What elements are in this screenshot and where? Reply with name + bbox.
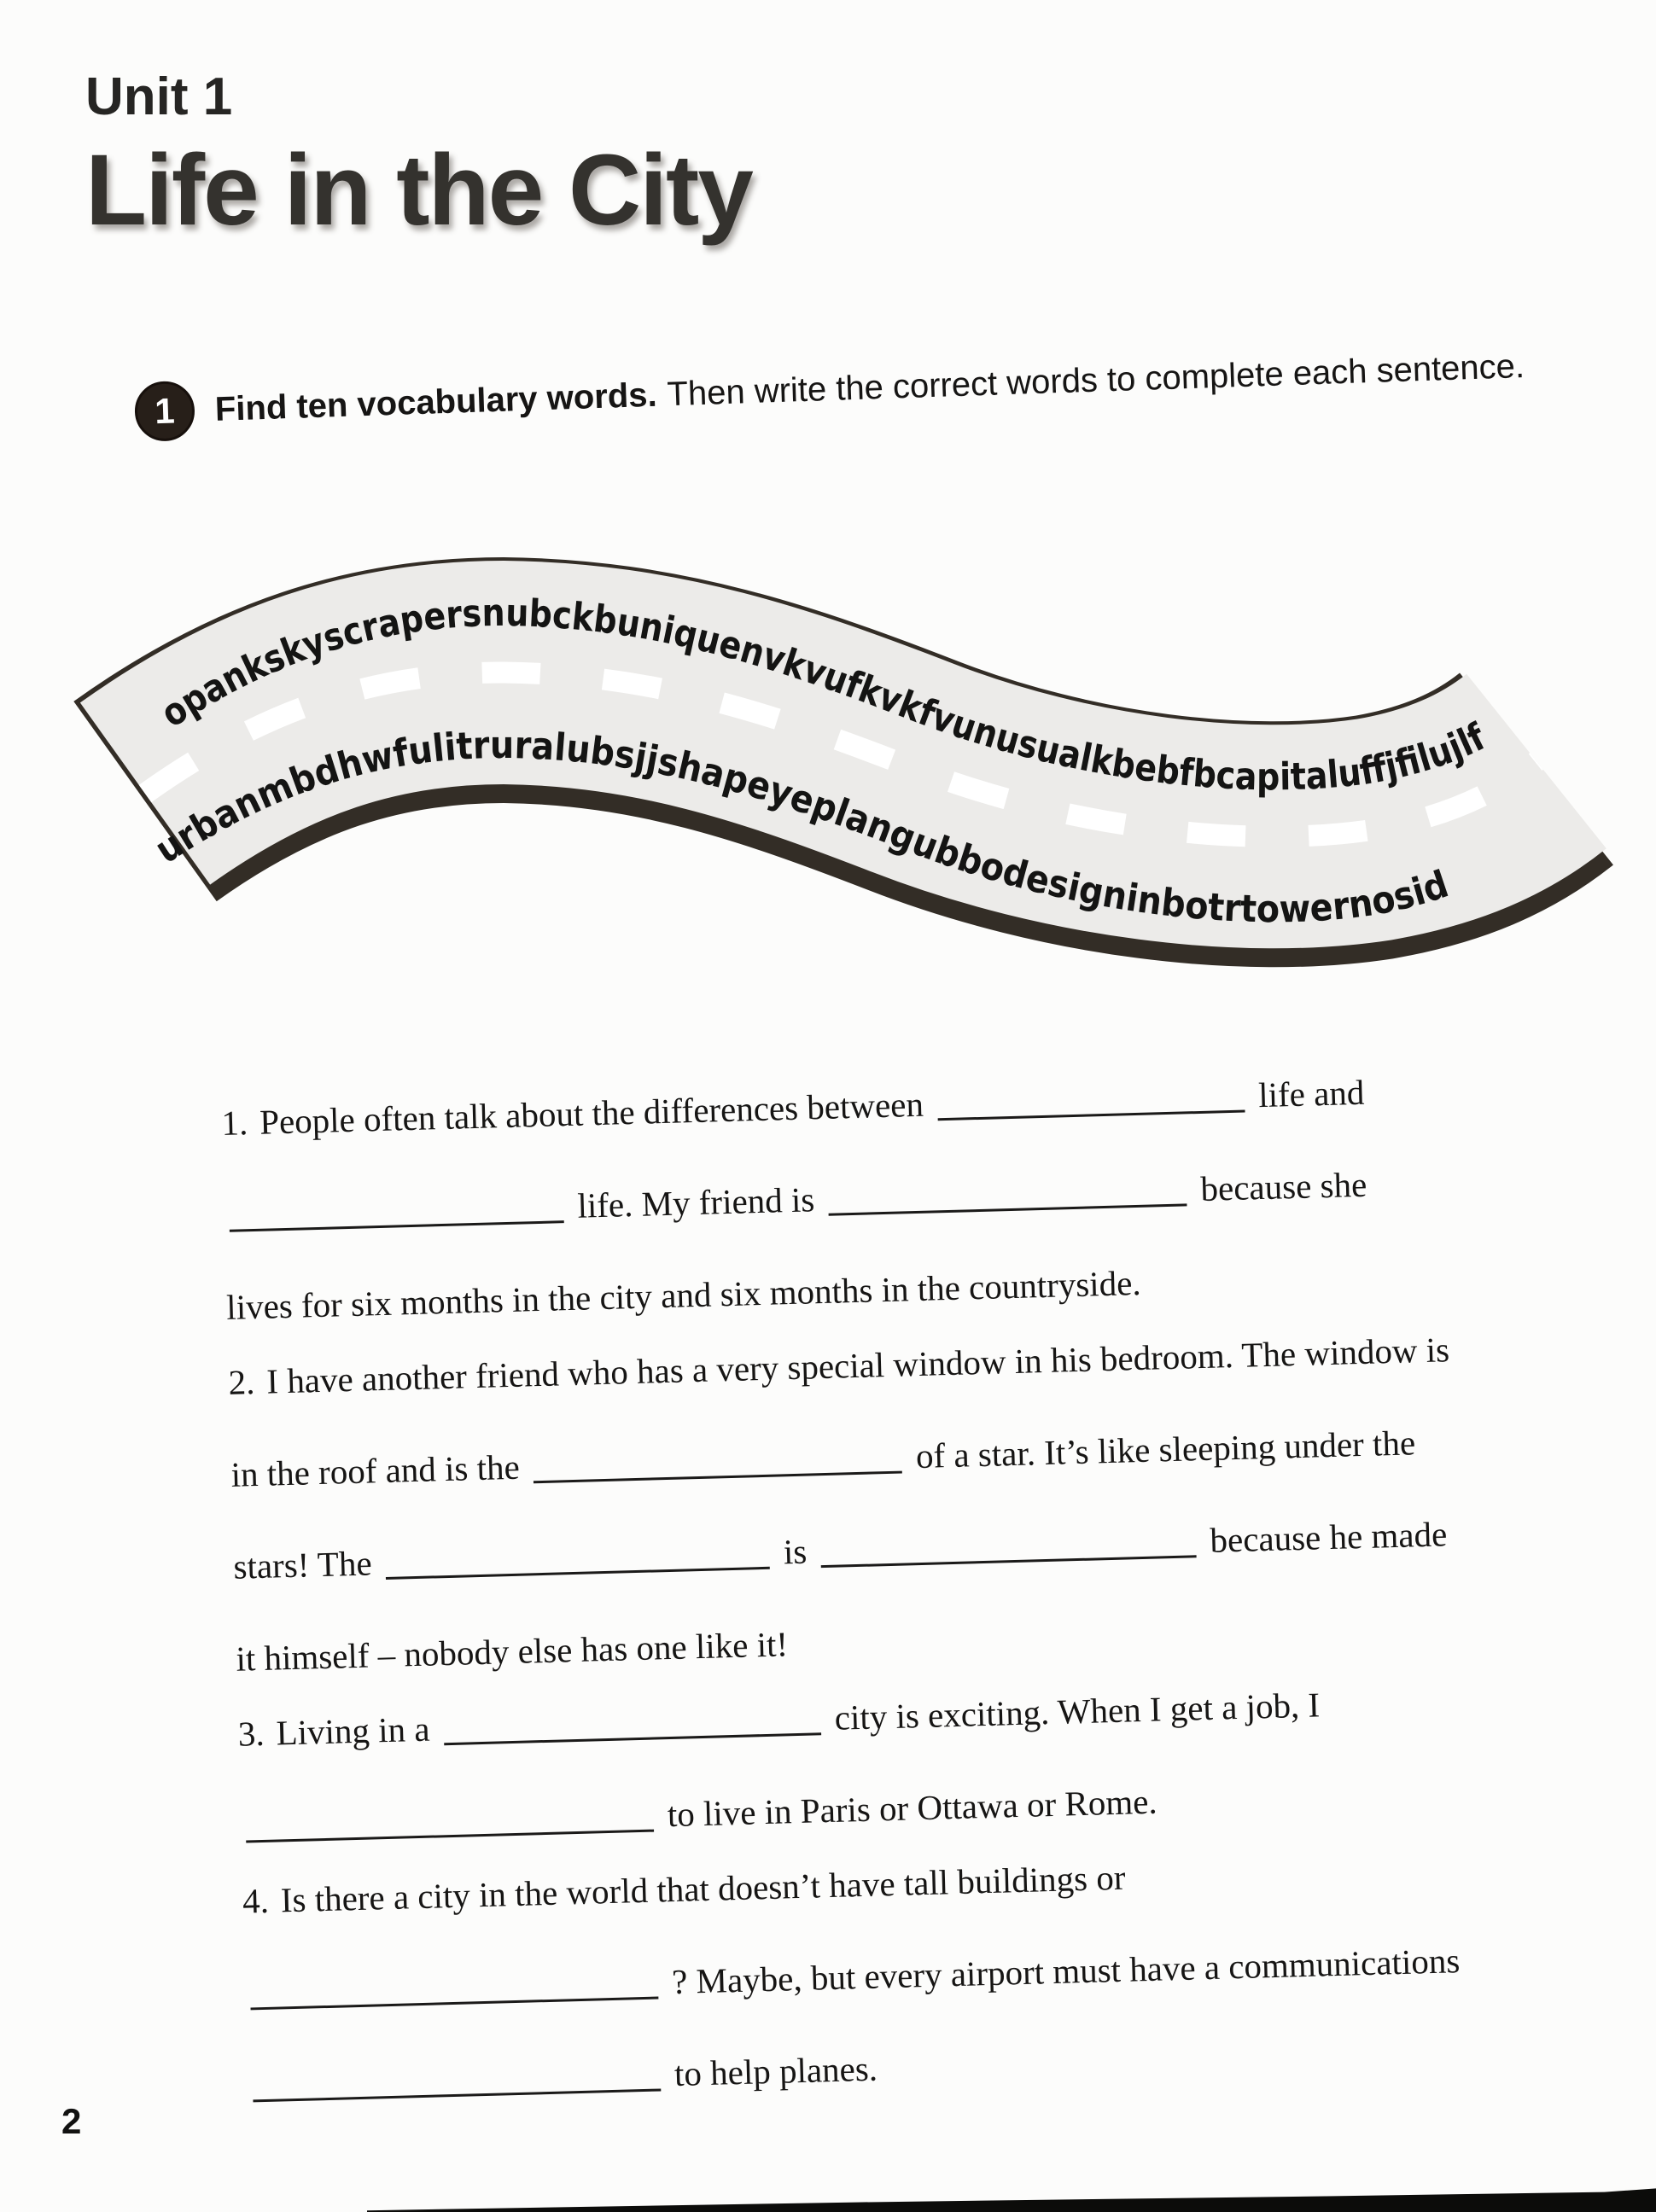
exercise-number-badge: 1 [134,381,195,442]
bottom-page-edge [367,2186,1656,2212]
word-snake-line1: opankskyscrapersnubckbuniquenvkvufkvkfvunusualkbebfbcapitaluffjfilujlf [153,591,1495,800]
sentence-text: city is exciting. When I get a job, I [825,1685,1321,1738]
sentence-text: is [773,1531,817,1572]
sentence-text: lives for six months in the city and six months in the countryside. [225,1262,1142,1327]
sentence-text: I have another friend who has a very special window in his bedroom. The window is [265,1330,1450,1401]
sentence-text: because he made [1200,1514,1448,1561]
fill-in-blank[interactable] [937,1085,1245,1121]
fill-in-blank[interactable] [443,1707,821,1745]
fill-in-blank[interactable] [385,1541,770,1580]
sentence-text: People often talk about the differences between [259,1084,933,1142]
title-block [85,67,752,248]
sentence-number: 4. [242,1880,270,1921]
word-snake-road [0,495,1656,1058]
sentence-text: life. My friend is [568,1179,825,1226]
fill-in-blank[interactable] [253,2063,662,2102]
sentence-text: to live in Paris or Ottawa or Rome. [657,1781,1158,1835]
sentence-text: to help planes. [665,2048,878,2094]
instruction-row [134,336,1535,442]
page-title: Life in the City [85,134,752,247]
sentence-text: ? Maybe, but every airport must have a communications [662,1941,1461,2002]
sentence-text: it himself – nobody else has one like it! [235,1624,789,1679]
sentence-text: life and [1249,1072,1365,1115]
sentences [220,1039,1631,2131]
fill-in-blank[interactable] [820,1529,1197,1568]
fill-in-blank[interactable] [245,1804,654,1843]
sentence-text: Is there a city in the world that doesn’t have tall buildings or [280,1857,1126,1920]
fill-in-blank[interactable] [828,1178,1187,1215]
sentence-text: in the roof and is the [230,1447,529,1494]
sentence-text: stars! The [232,1543,382,1586]
sentence-number: 3. [237,1713,265,1754]
sentence [242,1818,1631,2132]
sentence-text: because she [1191,1164,1367,1209]
word-snake-line2: urbanmbdhwfulitruralubsjjshapeyeplangubbodesigninbotrtowernosid [147,723,1457,932]
sentence-number: 1. [220,1103,248,1143]
instruction-rest: Then write the correct words to complete each sentence. [666,346,1525,413]
unit-label: Unit 1 [85,67,233,126]
fill-in-blank[interactable] [250,1971,659,2011]
sentence-text: of a star. It’s like sleeping under the [907,1423,1416,1476]
sentence-number: 2. [228,1362,256,1402]
sentence-text: Living in a [275,1708,440,1753]
road-svg [0,495,1656,1058]
sentence [227,1299,1619,1705]
fill-in-blank[interactable] [229,1195,564,1232]
instruction-bold: Find ten vocabulary words. [214,375,658,428]
instruction-text [214,347,1525,429]
fill-in-blank[interactable] [534,1446,903,1484]
page-number: 2 [61,2101,82,2141]
